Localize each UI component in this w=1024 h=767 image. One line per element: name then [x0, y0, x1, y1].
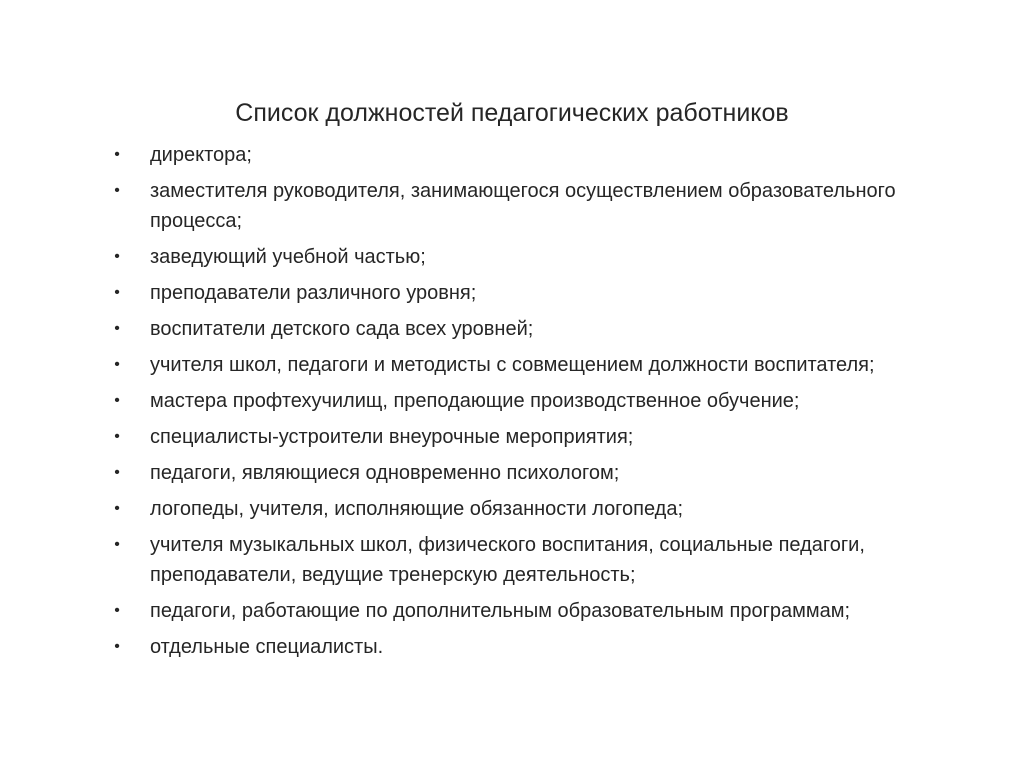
list-item-text: заведующий учебной частью; [150, 246, 426, 268]
list-item [110, 314, 930, 344]
bullet-icon: • [114, 146, 120, 163]
list-item-text: учителя музыкальных школ, физического воспитания, социальные педагоги, преподаватели, ведущие тренерскую деятельность; [150, 534, 865, 586]
list-item-text: педагоги, являющиеся одновременно психологом; [150, 462, 620, 484]
list-item-text: директора; [150, 144, 252, 166]
bullet-icon: • [114, 248, 120, 265]
list-item [110, 458, 930, 488]
bullet-icon: • [114, 536, 120, 553]
list-item [110, 278, 930, 308]
list-item-text: отдельные специалисты. [150, 636, 384, 658]
list-item [110, 386, 930, 416]
list-item-text: учителя школ, педагоги и методисты с совмещением должности воспитателя; [150, 354, 875, 376]
list-item [110, 632, 930, 662]
list-item [110, 596, 930, 626]
list-item-text: педагоги, работающие по дополнительным образовательным программам; [150, 600, 851, 622]
list-item [110, 422, 930, 452]
list-item-text: воспитатели детского сада всех уровней; [150, 318, 534, 340]
bullet-icon: • [114, 392, 120, 409]
bullet-icon: • [114, 464, 120, 481]
list-item [110, 242, 930, 272]
bullet-icon: • [114, 284, 120, 301]
slide-title: Список должностей педагогических работников [235, 99, 789, 127]
position-list [110, 140, 930, 668]
list-item [110, 494, 930, 524]
list-item [110, 176, 930, 236]
bullet-icon: • [114, 182, 120, 199]
list-item-text: специалисты-устроители внеурочные мероприятия; [150, 426, 634, 448]
bullet-icon: • [114, 320, 120, 337]
bullet-icon: • [114, 500, 120, 517]
bullet-icon: • [114, 356, 120, 373]
list-item-text: заместителя руководителя, занимающегося осуществлением образовательного процесса; [150, 180, 896, 232]
list-item-text: мастера профтехучилищ, преподающие производственное обучение; [150, 390, 800, 412]
bullet-icon: • [114, 602, 120, 619]
list-item [110, 350, 930, 380]
bullet-icon: • [114, 428, 120, 445]
list-item [110, 140, 930, 170]
list-item-text: преподаватели различного уровня; [150, 282, 477, 304]
list-item-text: логопеды, учителя, исполняющие обязанности логопеда; [150, 498, 684, 520]
bullet-icon: • [114, 638, 120, 655]
list-item [110, 530, 930, 590]
